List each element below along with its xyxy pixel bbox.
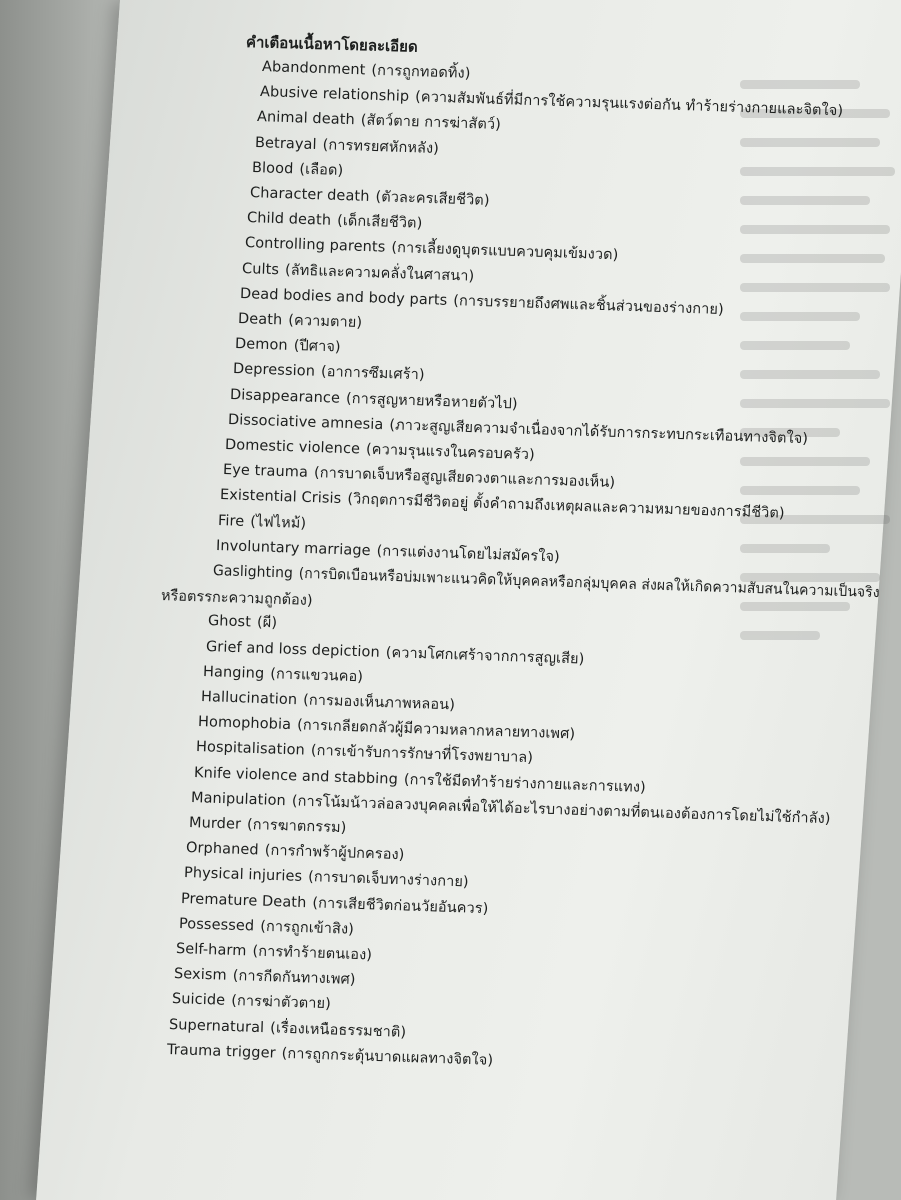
term-english: Hospitalisation bbox=[195, 739, 306, 759]
list-item bbox=[208, 609, 278, 634]
term-english: Eye trauma bbox=[222, 462, 309, 482]
term-thai: (การฆ่าตัวตาย) bbox=[230, 993, 331, 1013]
term-thai: (เลือด) bbox=[299, 161, 344, 179]
term-english: Physical injuries bbox=[183, 865, 303, 886]
term-thai: (วิกฤตการมีชีวิตอยู่ ตั้งคำถามถึงเหตุผลและความหมายของการมีชีวิต) bbox=[347, 491, 786, 523]
term-english: Knife violence and stabbing bbox=[193, 764, 398, 788]
list-item bbox=[174, 962, 356, 991]
term-thai: (ปีศาจ) bbox=[293, 338, 342, 356]
list-item bbox=[166, 1038, 493, 1072]
term-thai: (อาการซึมเศร้า) bbox=[320, 364, 425, 384]
term-english: Hallucination bbox=[200, 689, 298, 709]
term-english: Suicide bbox=[171, 991, 226, 1010]
term-english: Gaslighting bbox=[212, 563, 294, 582]
term-english: Death bbox=[237, 311, 283, 329]
term-thai: (ความโศกเศร้าจากการสูญเสีย) bbox=[385, 644, 585, 668]
term-english: Self-harm bbox=[176, 941, 248, 960]
term-english: Domestic violence bbox=[225, 437, 361, 458]
list-item bbox=[171, 987, 331, 1015]
list-item bbox=[218, 509, 307, 535]
term-english: Murder bbox=[188, 815, 241, 833]
page-heading: คำเตือนเนื้อหาโดยละเอียด bbox=[245, 33, 418, 56]
term-english: Cults bbox=[242, 260, 280, 278]
term-english: Controlling parents bbox=[244, 235, 386, 257]
term-thai: (ลัทธิและความคลั่งในศาสนา) bbox=[285, 262, 475, 285]
term-thai: (การใช้มีดทำร้ายร่างกายและการแทง) bbox=[403, 771, 646, 796]
term-thai: หรือตรรกะความถูกต้อง) bbox=[160, 588, 313, 610]
term-thai: (การสูญหายหรือหายตัวไป) bbox=[345, 390, 519, 413]
term-english: Existential Crisis bbox=[220, 487, 343, 508]
term-english: Orphaned bbox=[185, 840, 260, 859]
list-item bbox=[247, 206, 423, 235]
term-thai: (การเกลียดกลัวผู้มีความหลากหลายทางเพศ) bbox=[297, 717, 576, 743]
term-thai: (ผี) bbox=[256, 615, 278, 632]
term-thai: (การแต่งงานโดยไม่สมัครใจ) bbox=[375, 543, 560, 566]
list-item bbox=[254, 131, 439, 160]
term-thai: (การถูกกระตุ้นบาดแผลทางจิตใจ) bbox=[281, 1045, 494, 1069]
term-thai: (การทรยศหักหลัง) bbox=[322, 136, 439, 157]
term-english: Demon bbox=[234, 336, 289, 354]
term-thai: (การบาดเจ็บหรือสูญเสียดวงตาและการมองเห็น) bbox=[313, 465, 616, 492]
term-english: Dissociative amnesia bbox=[227, 411, 384, 433]
term-english: Possessed bbox=[178, 915, 255, 935]
term-english: Sexism bbox=[173, 966, 227, 984]
term-english: Supernatural bbox=[168, 1016, 265, 1036]
term-thai: (เด็กเสียชีวิต) bbox=[337, 213, 423, 232]
term-english: Homophobia bbox=[198, 714, 292, 734]
term-thai: (ภาวะสูญเสียความจำเนื่องจากได้รับการกระทบกระเทือนทางจิตใจ) bbox=[388, 417, 809, 448]
list-item bbox=[232, 357, 424, 386]
term-english: Manipulation bbox=[190, 789, 287, 809]
term-english: Trauma trigger bbox=[166, 1041, 276, 1062]
term-thai: (การเลี้ยงดูบุตรแบบควบคุมเข้มงวด) bbox=[390, 240, 619, 264]
term-thai: (ไฟไหม้) bbox=[249, 513, 307, 532]
term-thai: (การฆาตกรรม) bbox=[246, 816, 347, 837]
term-english: Abusive relationship bbox=[259, 84, 409, 106]
list-item bbox=[237, 307, 362, 334]
list-item bbox=[203, 660, 364, 688]
term-thai: (การบรรยายถึงศพและชิ้นส่วนของร่างกาย) bbox=[453, 292, 724, 318]
term-english: Child death bbox=[247, 210, 332, 229]
term-english: Grief and loss depiction bbox=[205, 638, 380, 661]
list-item bbox=[235, 332, 341, 358]
term-english: Involuntary marriage bbox=[215, 537, 371, 559]
term-thai: (การทำร้ายตนเอง) bbox=[252, 943, 373, 964]
term-english: Dead bodies and body parts bbox=[239, 285, 448, 309]
term-english: Abandonment bbox=[261, 59, 366, 79]
term-english: Hanging bbox=[203, 663, 265, 682]
term-english: Ghost bbox=[207, 613, 252, 631]
term-thai: (ความสัมพันธ์ที่มีการใช้ความรุนแรงต่อกัน ทำร้ายร่างกายและจิตใจ) bbox=[414, 89, 843, 120]
term-thai: (การกำพร้าผู้ปกครอง) bbox=[264, 842, 405, 864]
term-thai: (ความรุนแรงในครอบครัว) bbox=[366, 441, 536, 464]
term-english: Character death bbox=[249, 185, 370, 205]
term-thai: (ตัวละครเสียชีวิต) bbox=[375, 189, 490, 209]
term-thai: (เรื่องเหนือธรรมชาติ) bbox=[270, 1019, 407, 1041]
term-english: Blood bbox=[251, 159, 294, 178]
term-thai: (การบิดเบือนหรือบ่มเพาะแนวคิดให้บุคคลหรือกลุ่มบุคคล ส่งผลให้เกิดความสับสนในความเป็นจริง bbox=[298, 565, 881, 602]
term-english: Disappearance bbox=[229, 386, 341, 407]
term-thai: (การบาดเจ็บทางร่างกาย) bbox=[307, 869, 469, 891]
term-thai: (การเสียชีวิตก่อนวัยอันควร) bbox=[312, 894, 490, 917]
term-thai: (การมองเห็นภาพหลอน) bbox=[302, 692, 456, 714]
term-thai: (สัตว์ตาย การฆ่าสัตว์) bbox=[360, 112, 502, 134]
term-thai: (ความตาย) bbox=[287, 312, 362, 332]
term-thai: (การเข้ารับการรักษาที่โรงพยาบาล) bbox=[310, 743, 534, 767]
list-item-continuation bbox=[160, 584, 312, 612]
term-english: Depression bbox=[232, 361, 315, 381]
term-thai: (การโน้มน้าวล่อลวงบุคคลเพื่อให้ได้อะไรบางอย่างตามที่ตนเองต้องการโดยไม่ใช้กำลัง) bbox=[291, 793, 831, 828]
term-thai: (การกีดกันทางเพศ) bbox=[232, 968, 356, 989]
term-english: Fire bbox=[217, 512, 245, 530]
list-item bbox=[188, 811, 346, 839]
term-thai: (การแขวนคอ) bbox=[270, 666, 364, 686]
term-english: Animal death bbox=[256, 109, 356, 129]
term-thai: (การถูกทอดทิ้ง) bbox=[371, 62, 471, 82]
term-english: Betrayal bbox=[254, 134, 317, 153]
list-item bbox=[252, 156, 344, 182]
term-english: Premature Death bbox=[181, 890, 307, 911]
term-thai: (การถูกเข้าสิง) bbox=[259, 918, 355, 938]
list-item bbox=[178, 912, 354, 941]
